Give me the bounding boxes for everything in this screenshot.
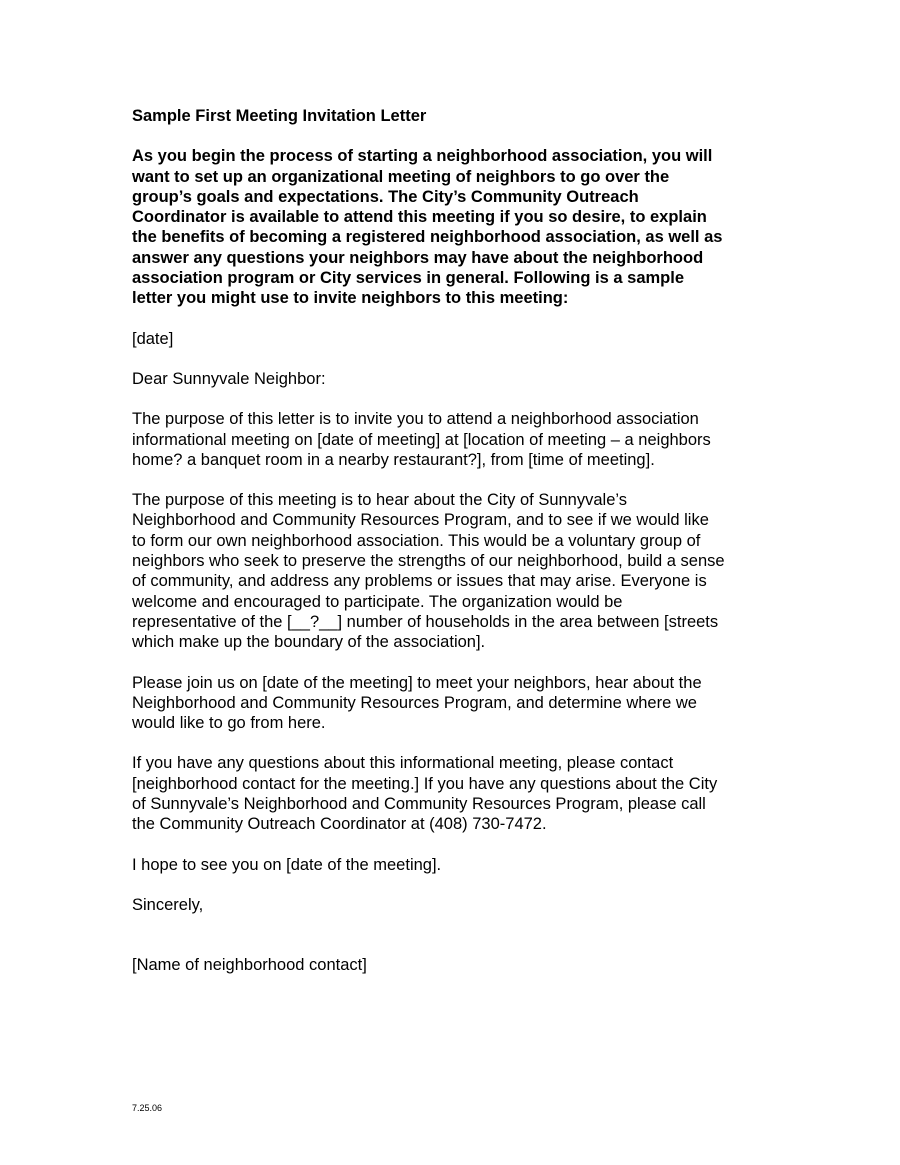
salutation: Dear Sunnyvale Neighbor: — [132, 369, 326, 388]
intro-line: letter you might use to invite neighbors to this meeting: — [132, 289, 569, 308]
intro-line: group’s goals and expectations. The City’s Community Outreach — [132, 187, 639, 206]
paragraph-line: Please join us on [date of the meeting] to meet your neighbors, hear about the — [132, 673, 702, 692]
intro-line: As you begin the process of starting a neighborhood association, you will — [132, 147, 713, 166]
signature-space — [132, 935, 772, 955]
intro-line: want to set up an organizational meeting of neighbors to go over the — [132, 167, 670, 186]
paragraph-line: informational meeting on [date of meeting] at [location of meeting – a neighbors — [132, 430, 711, 449]
intro-line: answer any questions your neighbors may have about the neighborhood — [132, 248, 704, 267]
paragraph-line: which make up the boundary of the association]. — [132, 633, 486, 652]
paragraph-join-us — [132, 673, 772, 734]
intro-paragraph — [132, 146, 772, 308]
letter-body — [132, 106, 772, 996]
paragraph-line: If you have any questions about this informational meeting, please contact — [132, 754, 674, 773]
intro-line: Coordinator is available to attend this meeting if you so desire, to explain — [132, 208, 707, 227]
paragraph-line: Neighborhood and Community Resources Program, and to see if we would like — [132, 511, 709, 530]
paragraph-line: The purpose of this meeting is to hear about the City of Sunnyvale’s — [132, 491, 627, 510]
footer-date: 7.25.06 — [132, 1103, 163, 1113]
paragraph-line: of Sunnyvale’s Neighborhood and Community Resources Program, please call — [132, 795, 706, 814]
closing-sincerely: Sincerely, — [132, 895, 204, 914]
closing-hope: I hope to see you on [date of the meeting]. — [132, 855, 442, 874]
paragraph-line: of community, and address any problems or issues that may arise. Everyone is — [132, 572, 707, 591]
paragraph-line: The purpose of this letter is to invite you to attend a neighborhood association — [132, 410, 699, 429]
paragraph-line: would like to go from here. — [132, 714, 326, 733]
paragraph-line: Neighborhood and Community Resources Program, and determine where we — [132, 693, 697, 712]
date-placeholder: [date] — [132, 329, 174, 348]
paragraph-line: to form our own neighborhood association. This would be a voluntary group of — [132, 531, 701, 550]
signature-placeholder: [Name of neighborhood contact] — [132, 956, 367, 975]
paragraph-line: home? a banquet room in a nearby restaurant?], from [time of meeting]. — [132, 450, 655, 469]
paragraph-line: neighbors who seek to preserve the strengths of our neighborhood, build a sense — [132, 552, 725, 571]
paragraph-purpose — [132, 490, 772, 652]
paragraph-line: the Community Outreach Coordinator at (408) 730-7472. — [132, 815, 547, 834]
intro-line: association program or City services in general. Following is a sample — [132, 269, 685, 288]
intro-line: the benefits of becoming a registered neighborhood association, as well as — [132, 228, 723, 247]
paragraph-invitation — [132, 409, 772, 470]
paragraph-line: representative of the [__?__] number of households in the area between [streets — [132, 612, 719, 631]
paragraph-line: [neighborhood contact for the meeting.] If you have any questions about the City — [132, 774, 718, 793]
paragraph-questions — [132, 753, 772, 834]
document-title: Sample First Meeting Invitation Letter — [132, 107, 427, 125]
paragraph-line: welcome and encouraged to participate. The organization would be — [132, 592, 623, 611]
